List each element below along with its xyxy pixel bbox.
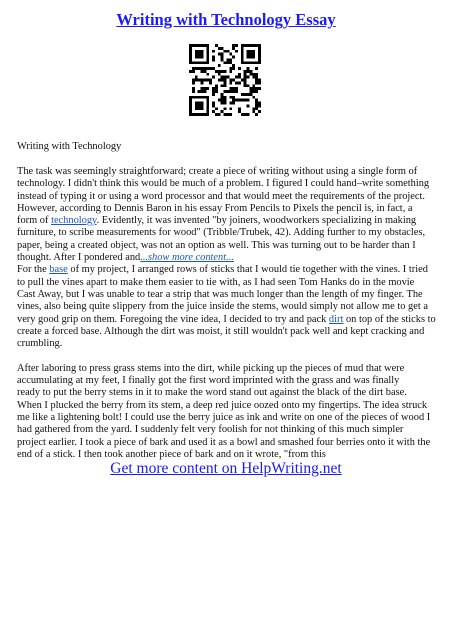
text-segment: form of <box>17 215 52 227</box>
text-line: After laboring to press grass stems into the dirt, while picking up the pieces of mud that were <box>17 362 405 374</box>
text-line: to pull the vines apart to make them easier to tie with, as I had seen Tom Hanks do in the movie <box>17 276 415 288</box>
dirt-link[interactable]: dirt <box>328 313 344 325</box>
text-line: vines, also being quite slippery from the juice inside the stems, would simply not allow me to get a <box>17 301 428 313</box>
text-line: create a forced base. Although the dirt was moist, it still wouldn't pack well and kept cracking and <box>17 325 425 337</box>
text-line <box>17 215 437 227</box>
text-line: furniture, to scribe measurements for wood" (Tribble/Trubek, 42). Adding further to my obstacles, <box>17 227 426 239</box>
show-more-link[interactable]: ...show more content... <box>140 252 234 264</box>
text-segment: on top of the sticks to <box>343 313 436 325</box>
text-segment: thought. After I pondered and <box>17 252 141 264</box>
qr-code-icon <box>189 44 261 116</box>
essay-subtitle: Writing with Technology <box>17 141 122 152</box>
text-line: me like a lightening bolt! I could use the berry juice as ink and write on one of the pieces of wood I <box>17 411 431 423</box>
text-segment: of my project, I arranged rows of sticks that I would tie together with the vines. I tried <box>67 264 428 276</box>
paragraph-gap <box>17 350 437 362</box>
text-line: crumbling. <box>17 338 63 350</box>
text-segment: very good grip on them. Foregoing the vine idea, I decided to try and pack <box>17 313 329 325</box>
text-segment: . Evidently, it was invented "by joiners, woodworkers specializing in making <box>96 215 417 227</box>
text-line <box>17 252 437 264</box>
text-line: had gathered from the yard. I suddenly felt very foolish for not thinking of this much simpler <box>17 424 404 436</box>
text-line: project earlier. I took a piece of bark and used it as a bowl and smashed four berries onto it with the <box>17 436 431 448</box>
paragraph-3 <box>17 363 437 461</box>
text-line: technology. I didn't think this would be much of a problem. I figured I could hand–write something <box>17 178 430 190</box>
paragraph-2 <box>17 264 437 350</box>
text-line <box>17 314 437 326</box>
essay-body <box>17 166 437 461</box>
text-line: Cast Away, but I was unable to tear a strip that was much longer than the length of my finger. The <box>17 288 423 300</box>
text-line: paper, being a created object, was not an option as well. This was turning out to be harder than I <box>17 239 416 251</box>
text-line: instead of typing it or using a word processor and that would meet the requirements of the project. <box>17 190 426 202</box>
text-line: ready to put the berry stems in it to make the word stand out against the black of the dirt base. <box>17 387 407 399</box>
paragraph-1 <box>17 166 437 264</box>
text-line: accumulating at my feet, I finally got the first word imprinted with the grass and was finally <box>17 375 400 387</box>
text-line <box>17 264 437 276</box>
essay-title[interactable]: Writing with Technology Essay <box>116 10 336 29</box>
text-line: The task was seemingly straightforward; create a piece of writing without using a single form of <box>17 166 418 177</box>
text-line: When I plucked the berry from its stem, a deep red juice oozed onto my fingertips. The idea struck <box>17 399 428 411</box>
text-segment: For the <box>17 264 50 276</box>
technology-link[interactable]: technology <box>51 215 97 227</box>
text-line: However, according to Dennis Baron in his essay From Pencils to Pixels the pencil is, in fact, a <box>17 202 413 214</box>
base-link[interactable]: base <box>49 264 68 276</box>
get-more-content-link[interactable]: Get more content on HelpWriting.net <box>110 460 342 477</box>
text-line: end of a stick. I then took another piece of bark and on it wrote, "from this <box>17 448 326 460</box>
